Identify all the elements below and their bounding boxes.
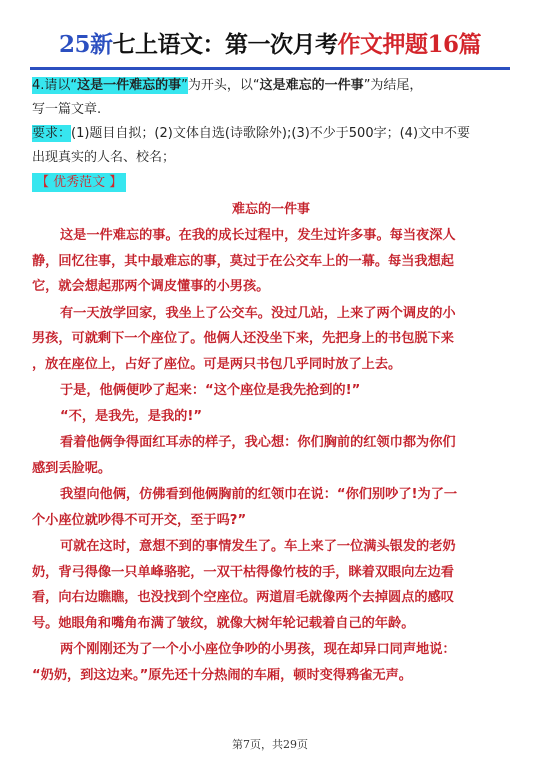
- essay-line: 这是一件难忘的事。在我的成长过程中，发生过许多事。每当夜深人: [60, 228, 456, 243]
- essay-line: 可就在这时，意想不到的事情发生了。车上来了一位满头银发的老奶: [60, 539, 456, 554]
- essay-body: [32, 223, 510, 688]
- header-subject: 七上语文：第一次月考: [112, 31, 338, 58]
- requirements-text: (1)题目自拟；(2)文体自选(诗歌除外);(3)不少于500字；(4)文中不要: [71, 126, 471, 141]
- essay-line: 奶，背弓得像一只单峰骆驼，一双干枯得像竹枝的手，眯着双眼向左边看: [32, 564, 454, 580]
- essay-title: 难忘的一件事: [231, 202, 310, 217]
- question-phrase-end: 这是难忘的一件事: [259, 78, 364, 93]
- requirements-line-2: 出现真实的人名、校名；: [32, 150, 176, 165]
- requirements-line-1: [32, 122, 510, 146]
- essay-line: “奶奶，到这边来。”原先还十分热闹的车厢，顿时变得鸦雀无声。: [32, 667, 412, 683]
- requirements-label: 要求：: [32, 126, 72, 141]
- header-year: 25新: [58, 31, 113, 58]
- essay-line: 个小座位就吵得不可开交，至于吗?”: [32, 512, 247, 528]
- header-divider: [30, 67, 510, 70]
- essay-line: 它，就会想起那两个调皮懂事的小男孩。: [32, 279, 270, 294]
- essay-line: 于是，他俩便吵了起来：“这个座位是我先抢到的!”: [60, 383, 361, 398]
- essay-line: 静，回忆往事，其中最难忘的事，莫过于在公交车上的一幕。每当我想起: [32, 253, 454, 269]
- essay-line: “不，是我先，是我的!”: [60, 408, 203, 424]
- essay-line: 我望向他俩，仿佛看到他俩胸前的红领巾在说：“你们别吵了!为了一: [60, 487, 458, 502]
- page-header: [0, 26, 540, 59]
- question-middle: 为开头，以“: [187, 78, 260, 93]
- essay-line: 号。她眼角和嘴角布满了皱纹，就像大树年轮记载着自己的年龄。: [32, 615, 415, 631]
- model-essay-tag-row: [32, 170, 510, 196]
- question-line-2: 写一篇文章.: [32, 102, 102, 117]
- question-phrase-start: 这是一件难忘的事: [77, 78, 182, 93]
- question-lead: 请以“: [44, 78, 78, 93]
- question-end: ”为结尾，: [363, 78, 423, 93]
- essay-line: 看，向右边瞧瞧，也没找到个空座位。两道眉毛就像两个去掉圆点的感叹: [32, 590, 454, 605]
- model-essay-tag: 【 优秀范文 】: [32, 173, 126, 192]
- essay-line: 男孩，可就剩下一个座位了。他俩人还没坐下来，先把身上的书包脱下来: [32, 331, 454, 346]
- question-close-quote: ”: [181, 78, 188, 93]
- question-line-1: [32, 74, 510, 98]
- page-content: [32, 74, 510, 688]
- essay-line: 感到丢脸呢。: [32, 460, 112, 476]
- essay-line: 有一天放学回家，我坐上了公交车。没过几站，上来了两个调皮的小: [60, 305, 456, 321]
- essay-line: 两个刚刚还为了一个小小座位争吵的小男孩，现在却异口同声地说：: [60, 642, 456, 657]
- page-number-footer: 第7页，共29页: [232, 738, 308, 751]
- question-number: 4.: [32, 78, 45, 93]
- question-highlight-1: [32, 77, 188, 94]
- essay-line: ，放在座位上，占好了座位。可是两只书包几乎同时放了上去。: [32, 356, 402, 372]
- essay-line: 看着他俩争得面红耳赤的样子，我心想：你们胸前的红领巾都为你们: [60, 435, 456, 450]
- header-topic: 作文押题16篇: [337, 31, 482, 58]
